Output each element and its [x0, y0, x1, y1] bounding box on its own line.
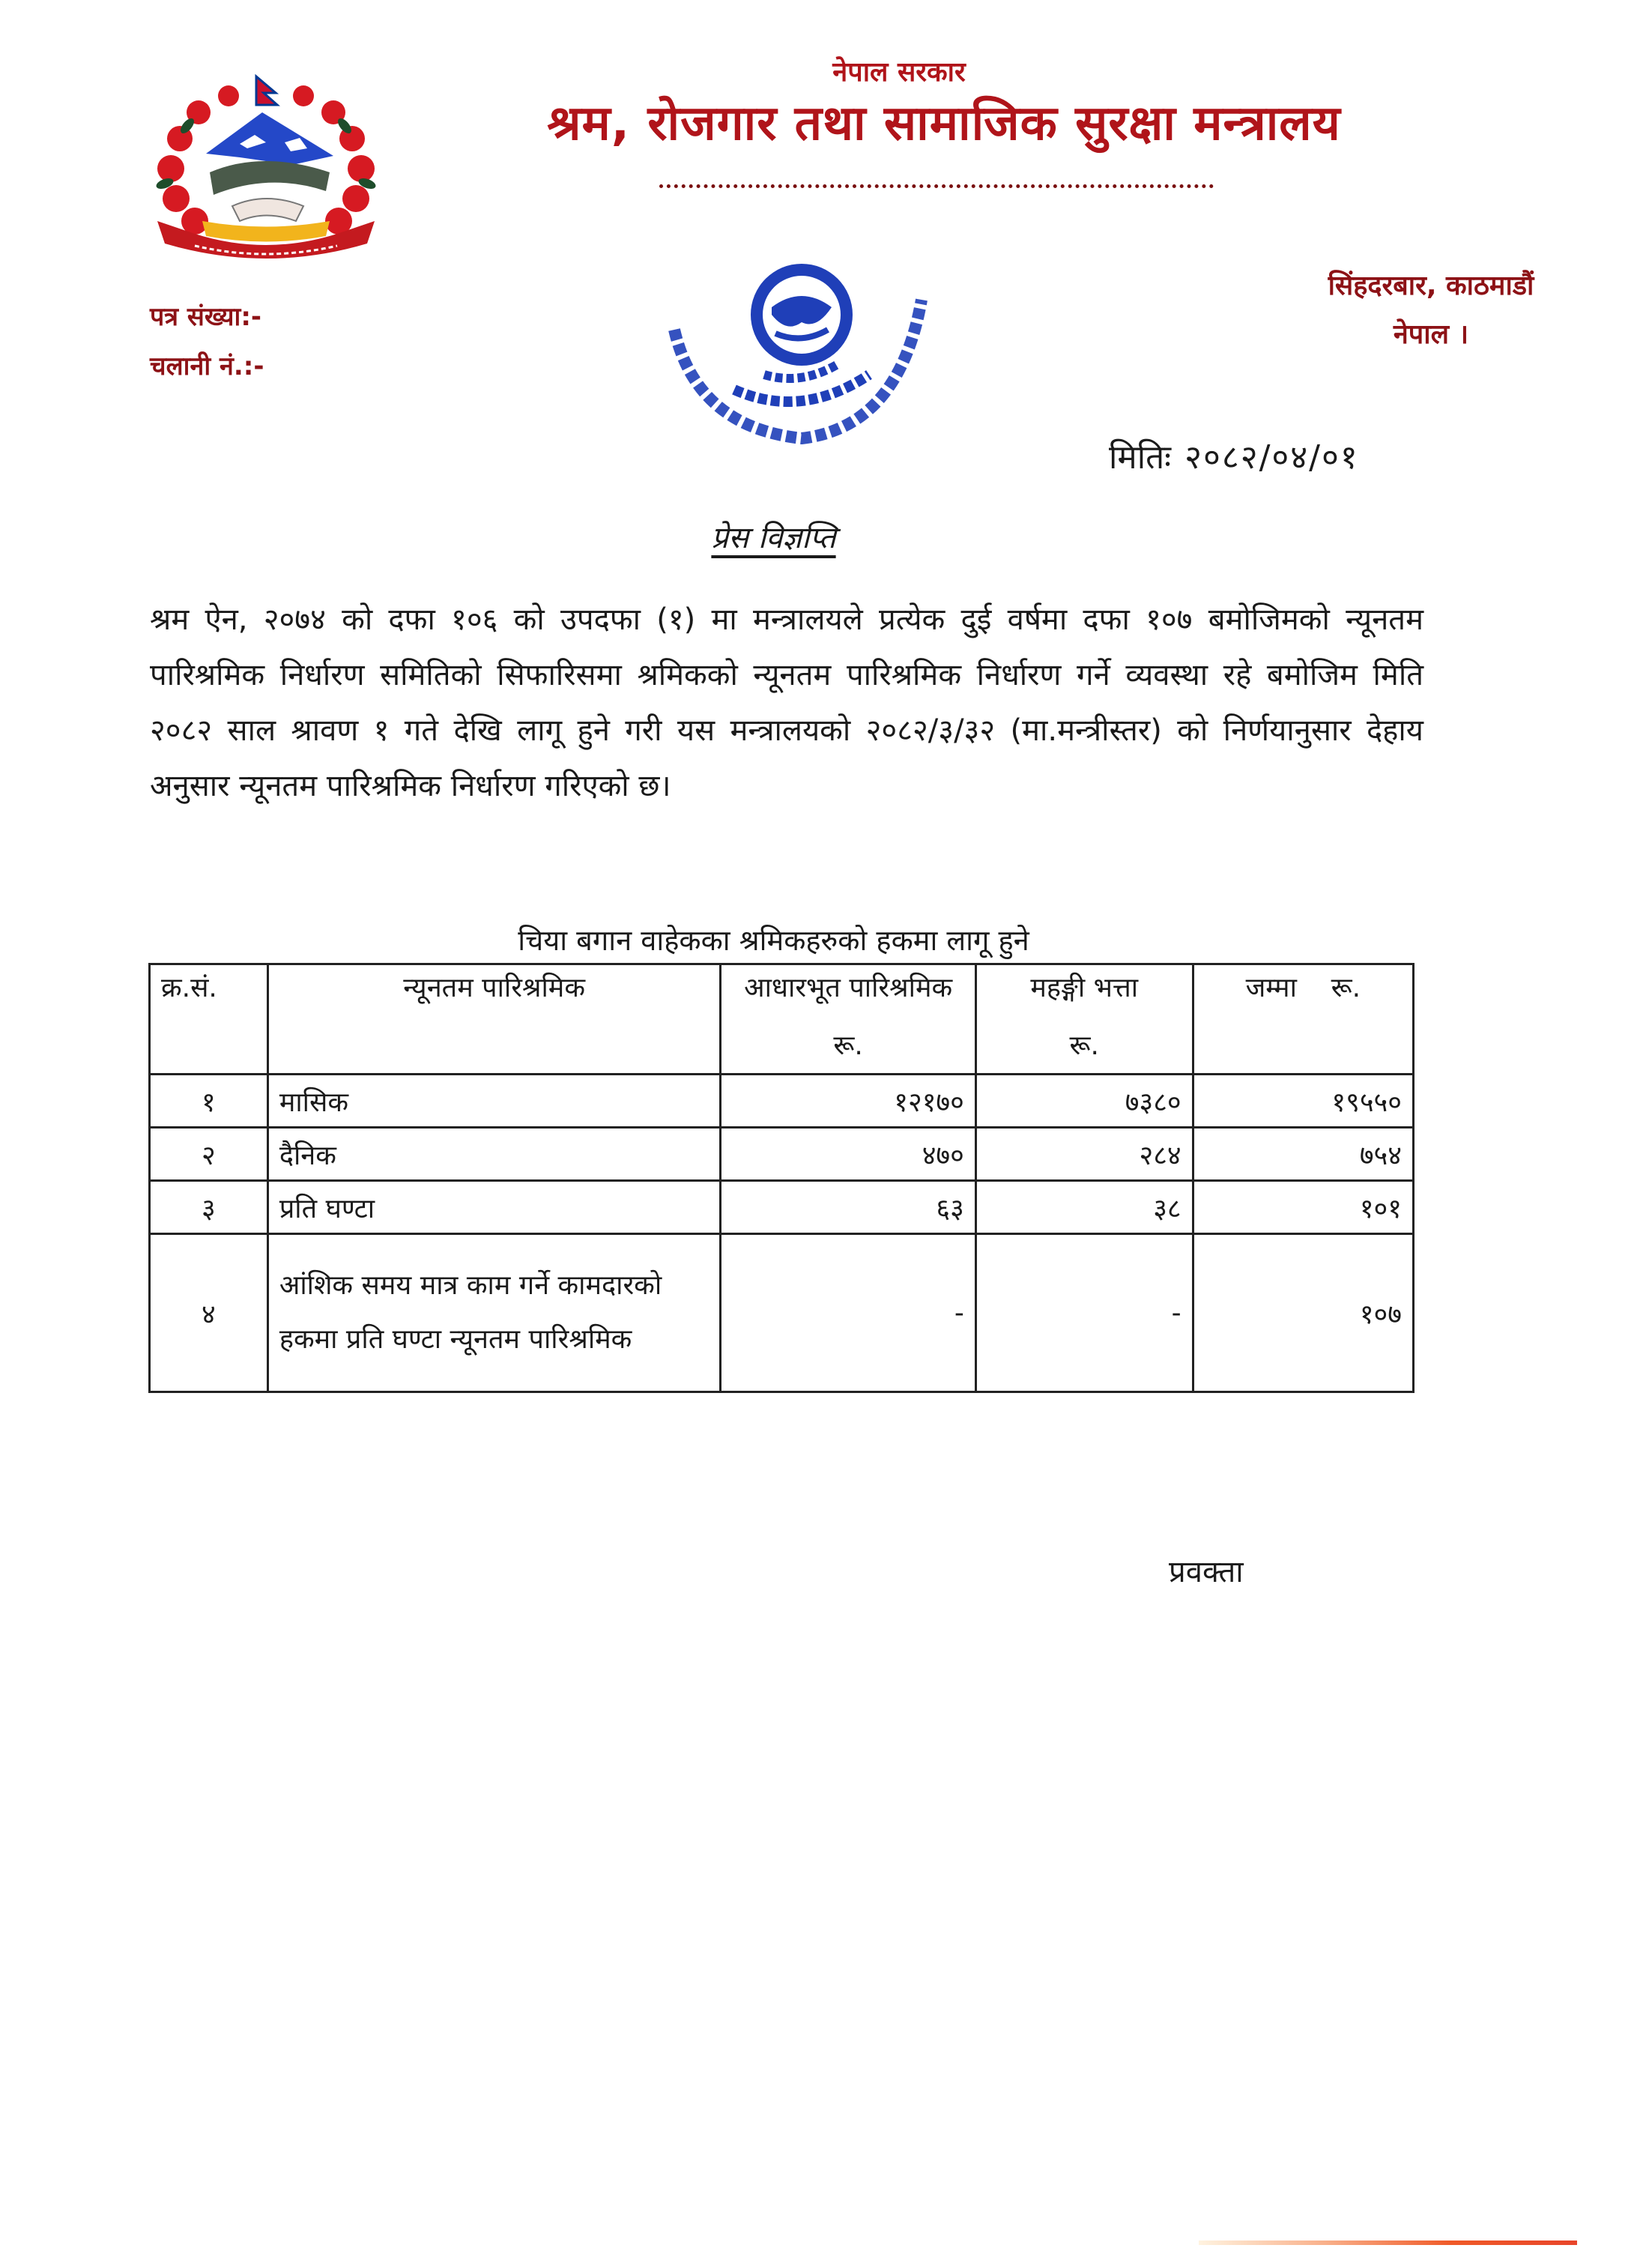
dispatch-number-label: चलानी नं.:-	[150, 351, 264, 381]
scan-edge-artifact	[1199, 2241, 1577, 2245]
cell-basic: ६३	[721, 1181, 976, 1234]
table-header-row	[150, 964, 1414, 1075]
header-allowance-unit: रू.	[1069, 1030, 1099, 1061]
header-allowance: महङ्गी भत्ता रू.	[975, 964, 1193, 1075]
address-line-1: सिंहदरबार, काठमाडौं	[1328, 271, 1534, 301]
table-row	[150, 1075, 1414, 1128]
cell-total: ७५४	[1193, 1128, 1413, 1181]
header-total: जम्मा रू.	[1193, 964, 1413, 1075]
cell-total: १०१	[1193, 1181, 1413, 1234]
government-name: नेपाल सरकार	[832, 57, 966, 88]
table-row	[150, 1128, 1414, 1181]
cell-allowance: ३८	[975, 1181, 1193, 1234]
date-value: २०८२/०४/०१	[1184, 438, 1359, 477]
table-row	[150, 1181, 1414, 1234]
press-release-heading: प्रेस विज्ञप्ति	[711, 521, 836, 555]
ministry-stamp-icon	[652, 240, 951, 465]
table-row	[150, 1234, 1414, 1392]
header-basic: आधारभूत पारिश्रमिक रू.	[721, 964, 976, 1075]
cell-basic: १२१७०	[721, 1075, 976, 1128]
cell-allowance: ७३८०	[975, 1075, 1193, 1128]
address-line-2: नेपाल ।	[1393, 319, 1469, 350]
cell-type: दैनिक	[267, 1128, 721, 1181]
body-paragraph: श्रम ऐन, २०७४ को दफा १०६ को उपदफा (१) मा मन्त्रालयले प्रत्येक दुई वर्षमा दफा १०७ बमोजिमको न्यूनतम पारिश्रमिक निर्धारण समितिको सिफारिसमा श्रमिकको न्यूनतम पारिश्रमिक निर्धारण गर्ने व्यवस्था रहे बमोजिम मिति २०८२ साल श्रावण १ गते देखि लागू हुने गरी यस मन्त्रालयको २०८२/३/३२ (मा.मन्त्रीस्तर) को निर्णयानुसार देहाय अनुसार न्यूनतम पारिश्रमिक निर्धारण गरिएको छ।	[150, 602, 1423, 803]
cell-type: प्रति घण्टा	[267, 1181, 721, 1234]
date-label: मितिः	[1109, 438, 1172, 477]
cell-allowance: -	[975, 1234, 1193, 1392]
date-line	[1109, 433, 1359, 478]
nepal-emblem-icon	[142, 60, 390, 262]
document-title	[0, 516, 1652, 557]
table-caption: चिया बगान वाहेकका श्रमिकहरुको हकमा लागू हुने	[518, 924, 1029, 957]
cell-type: आंशिक समय मात्र काम गर्ने कामदारको हकमा प्रति घण्टा न्यूनतम पारिश्रमिक	[267, 1234, 721, 1392]
letter-number-label: पत्र संख्या:-	[150, 302, 262, 332]
cell-type: मासिक	[267, 1075, 721, 1128]
header-basic-unit: रू.	[833, 1030, 863, 1061]
cell-sn: ३	[150, 1181, 268, 1234]
cell-sn: ४	[150, 1234, 268, 1392]
ministry-name: श्रम, रोजगार तथा सामाजिक सुरक्षा मन्त्रालय	[547, 96, 1341, 151]
cell-allowance: २८४	[975, 1128, 1193, 1181]
cell-sn: २	[150, 1128, 268, 1181]
cell-sn: १	[150, 1075, 268, 1128]
signatory-spokesperson: प्रवक्ता	[1169, 1555, 1244, 1589]
cell-total: १९५५०	[1193, 1075, 1413, 1128]
header-type: न्यूनतम पारिश्रमिक	[267, 964, 721, 1075]
minimum-wage-table	[148, 963, 1415, 1393]
cell-total: १०७	[1193, 1234, 1413, 1392]
header-sn: क्र.सं.	[150, 964, 268, 1075]
header-divider	[659, 184, 1214, 188]
cell-basic: ४७०	[721, 1128, 976, 1181]
cell-basic: -	[721, 1234, 976, 1392]
